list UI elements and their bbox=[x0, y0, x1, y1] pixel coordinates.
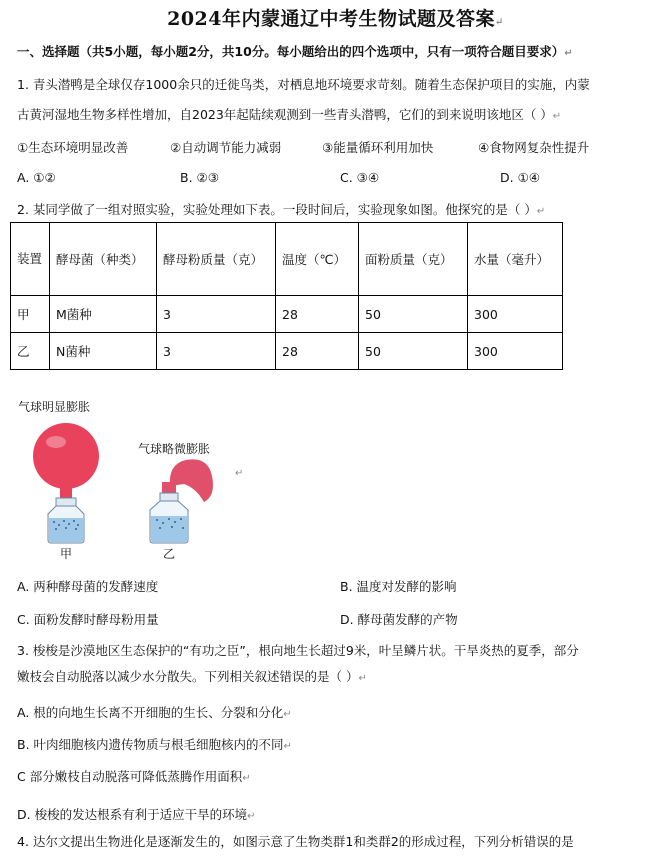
q1-stem-line2-text: 古黄河湿地生物多样性增加，自2023年起陆续观测到一些青头潜鸭，它们的到来说明该地区（ ） bbox=[17, 107, 553, 122]
table-header-row bbox=[11, 223, 563, 296]
bottle-a-label: 甲 bbox=[60, 547, 73, 561]
table-cell: 甲 bbox=[11, 296, 50, 333]
q3-stem-line1: 3. 梭梭是沙漠地区生态保护的“有功之臣”，根向地生长超过9米，叶呈鳞片状。干旱炎热的夏季，部分 bbox=[17, 643, 579, 658]
q3-stem-line2-text: 嫩枝会自动脱落以减少水分散失。下列相关叙述错误的是（ ） bbox=[17, 669, 359, 684]
page-title bbox=[0, 4, 671, 31]
q3-option-b-text: B. 叶肉细胞核内遗传物质与根毛细胞核内的不同 bbox=[17, 737, 284, 752]
table-header: 温度（℃） bbox=[276, 223, 359, 296]
bottle-b-label: 乙 bbox=[163, 547, 176, 561]
table-cell: 50 bbox=[359, 296, 468, 333]
paragraph-mark: ↵ bbox=[495, 17, 504, 28]
q3-option-a bbox=[17, 703, 292, 721]
q1-option-b: B. ②③ bbox=[180, 170, 219, 185]
table-header: 面粉质量（克） bbox=[359, 223, 468, 296]
table-cell: 28 bbox=[276, 333, 359, 370]
q2-stem-text: 2. 某同学做了一组对照实验，实验处理如下表。一段时间后，实验现象如图。他探究的是（ ） bbox=[17, 202, 537, 217]
section-heading-text: 一、选择题（共5小题，每小题2分，共10分。每小题给出的四个选项中，只有一项符合题目要求） bbox=[17, 44, 565, 59]
q2-option-c: C. 面粉发酵时酵母粉用量 bbox=[17, 612, 159, 627]
q1-statement-3: ③能量循环利用加快 bbox=[322, 140, 434, 155]
paragraph-mark: ↵ bbox=[235, 468, 244, 479]
q3-stem-line2 bbox=[17, 667, 367, 685]
title-text: 2024年内蒙通辽中考生物试题及答案 bbox=[167, 8, 495, 30]
experiment-table bbox=[10, 222, 563, 370]
q3-option-a-text: A. 根的向地生长离不开细胞的生长、分裂和分化 bbox=[17, 705, 284, 720]
table-row bbox=[11, 296, 563, 333]
q1-stem-line2 bbox=[17, 105, 561, 123]
table-header: 水量（毫升） bbox=[468, 223, 563, 296]
paragraph-mark: ↵ bbox=[552, 111, 562, 122]
table-cell: 300 bbox=[468, 333, 563, 370]
table-cell: 50 bbox=[359, 333, 468, 370]
figure-label-a: 气球明显膨胀 bbox=[18, 400, 91, 414]
q1-stem-line1: 1. 青头潜鸭是全球仅存1000余只的迁徙鸟类，对栖息地环境要求苛刻。随着生态保护项目的实施，内蒙 bbox=[17, 77, 590, 92]
table-header: 装置 bbox=[11, 223, 50, 296]
table-cell: 乙 bbox=[11, 333, 50, 370]
q3-option-b bbox=[17, 735, 292, 753]
table-cell: 3 bbox=[157, 296, 276, 333]
q1-option-c: C. ③④ bbox=[340, 170, 380, 185]
section-heading bbox=[17, 42, 573, 60]
q1-statement-2: ②自动调节能力减弱 bbox=[170, 140, 282, 155]
table-header: 酵母菌（种类） bbox=[50, 223, 157, 296]
q2-option-b: B. 温度对发酵的影响 bbox=[340, 579, 457, 594]
q1-option-a: A. ①② bbox=[17, 170, 56, 185]
q1-statement-1: ①生态环境明显改善 bbox=[17, 140, 129, 155]
paragraph-mark: ↵ bbox=[564, 48, 573, 59]
q3-option-d-text: D. 梭梭的发达根系有利于适应干旱的环境 bbox=[17, 807, 248, 822]
q2-option-a: A. 两种酵母菌的发酵速度 bbox=[17, 579, 159, 594]
big-balloon bbox=[33, 423, 99, 489]
table-cell: 3 bbox=[157, 333, 276, 370]
q1-option-d: D. ①④ bbox=[500, 170, 540, 185]
paragraph-mark: ↵ bbox=[358, 673, 367, 684]
fermentation-figure bbox=[18, 398, 258, 563]
table-header: 酵母粉质量（克） bbox=[157, 223, 276, 296]
bottles-illustration bbox=[18, 398, 258, 563]
table-cell: 28 bbox=[276, 296, 359, 333]
table-cell: 300 bbox=[468, 296, 563, 333]
q3-option-c-text: C 部分嫩枝自动脱落可降低蒸腾作用面积 bbox=[17, 769, 243, 784]
q2-option-d: D. 酵母菌发酵的产物 bbox=[340, 612, 458, 627]
q1-statement-4: ④食物网复杂性提升 bbox=[478, 140, 590, 155]
paragraph-mark: ↵ bbox=[283, 709, 292, 720]
q2-stem bbox=[17, 200, 545, 218]
q4-stem-line1: 4. 达尔文提出生物进化是逐渐发生的，如图示意了生物类群1和类群2的形成过程，下列分析错误的是 bbox=[17, 834, 574, 849]
table-row bbox=[11, 333, 563, 370]
q3-option-c bbox=[17, 767, 251, 785]
table-cell: M菌种 bbox=[50, 296, 157, 333]
table-cell: N菌种 bbox=[50, 333, 157, 370]
q3-option-d bbox=[17, 805, 255, 823]
figure-label-b: 气球略微膨胀 bbox=[138, 442, 211, 456]
paragraph-mark: ↵ bbox=[247, 811, 256, 822]
paragraph-mark: ↵ bbox=[536, 206, 546, 217]
paragraph-mark: ↵ bbox=[283, 741, 292, 752]
paragraph-mark: ↵ bbox=[242, 773, 251, 784]
